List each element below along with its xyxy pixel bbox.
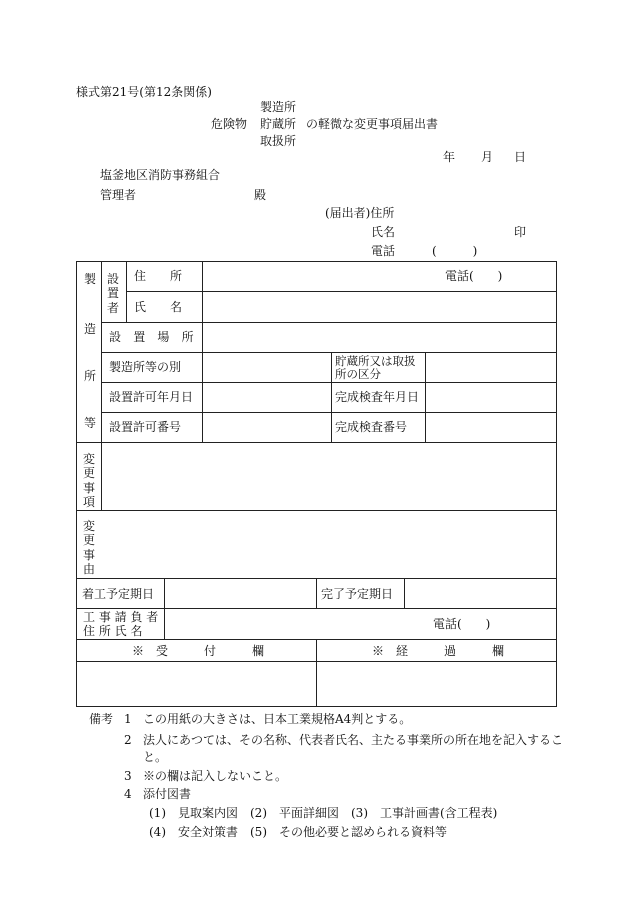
completion-date-label: 完了予定期日 [321,587,394,601]
note-2-continuation: と。 [143,750,168,764]
title-type-manufacturing: 製造所 [260,100,297,114]
name-label: 氏 名 [134,300,183,314]
note-4-num: 4 [124,787,132,801]
progress-label: ※ 経 過 欄 [372,644,505,658]
permit-date-label: 設置許可年月日 [109,390,194,404]
addressee-honorific: 殿 [254,188,267,202]
note-3-text: ※の欄は記入しないこと。 [143,769,288,783]
notes-header: 備考 [89,712,114,726]
group-label-char-1: 製 [84,272,97,286]
submitter-phone-label: 電話 [371,244,396,258]
submitter-address-label: (届出者)住所 [325,206,395,220]
date-year: 年 [443,150,456,164]
contractor-label-line1: 工 事 請 負 者 [83,610,159,624]
contractor-phone: 電話( ) [433,617,491,631]
note-1-text: この用紙の大きさは、日本工業規格A4判とする。 [143,712,412,726]
location-label: 設 置 場 所 [109,330,198,344]
note-3-num: 3 [124,769,132,783]
group-label-char-2: 造 [84,322,97,336]
addressee-role: 管理者 [100,188,137,202]
reception-label: ※ 受 付 欄 [132,644,265,658]
permit-number-label: 設置許可番号 [109,420,182,434]
attachments-line1: (1) 見取案内図 (2) 平面詳細図 (3) 工事計画書(含工程表) [149,806,498,820]
category-label: 貯蔵所又は取扱所の区分 [335,353,416,381]
date-month: 月 [481,150,494,164]
installer-phone: 電話( ) [445,269,503,283]
title-type-handling: 取扱所 [260,134,297,148]
address-label: 住 所 [134,269,183,283]
addressee-org: 塩釜地区消防事務組合 [100,168,221,182]
form-number: 様式第21号(第12条関係) [76,85,212,99]
title-type-storage: 貯蔵所 [260,117,297,131]
change-reason-label: 変 更 事 由 [83,519,96,577]
attachments-line2: (4) 安全対策書 (5) その他必要と認められる資料等 [149,825,447,839]
group-label-char-4: 等 [84,416,97,430]
inspection-number-label: 完成検査番号 [335,420,408,434]
installer-label: 設 置 者 [107,272,120,315]
group-label-char-3: 所 [84,369,97,383]
inspection-date-label: 完成検査年月日 [335,390,420,404]
note-4-text: 添付図書 [143,787,192,801]
title-prefix: 危険物 [211,117,248,131]
start-date-label: 着工予定期日 [82,587,155,601]
submitter-name-label: 氏名 [371,225,396,239]
type-label: 製造所等の別 [109,360,182,374]
submitter-seal: 印 [514,225,527,239]
date-day: 日 [514,150,527,164]
change-items-label: 変 更 事 項 [83,452,96,510]
note-2-text: 法人にあつては、その名称、代表者氏名、主たる事業所の所在地を記入するこ [143,733,564,747]
note-2-num: 2 [124,733,132,747]
note-1-num: 1 [124,712,132,726]
submitter-phone-parens: ( ) [432,244,478,258]
title-suffix: の軽微な変更事項届出書 [306,117,439,131]
contractor-label-line2: 住 所 氏 名 [83,624,143,638]
